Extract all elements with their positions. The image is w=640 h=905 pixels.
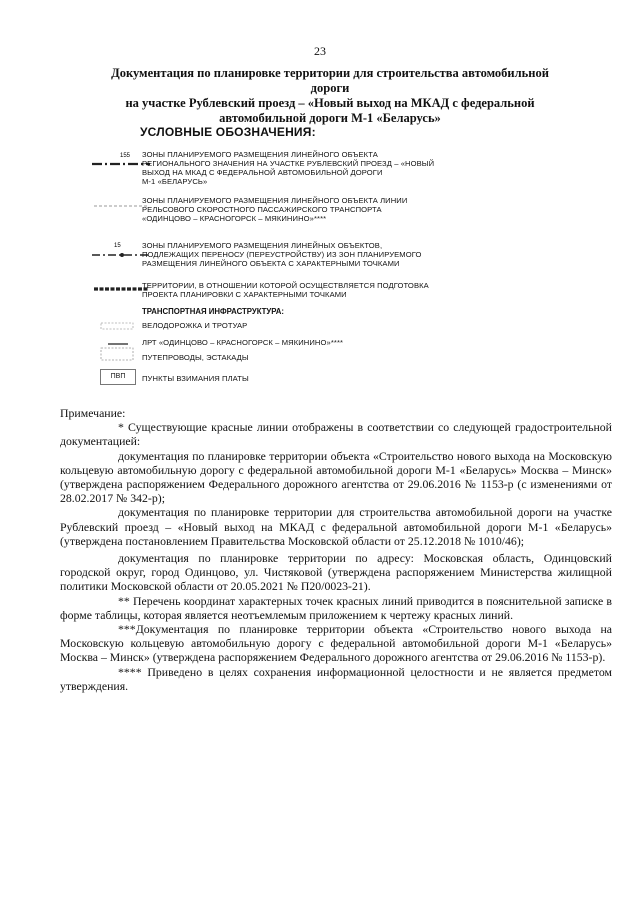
title-line: автомобильной дороги М-1 «Беларусь» — [219, 111, 441, 125]
legend-text-line: ЗОНЫ ПЛАНИРУЕМОГО РАЗМЕЩЕНИЯ ЛИНЕЙНОГО ОБЪЕКТА ЛИНИИ — [142, 196, 408, 205]
legend-text-line: РЕЛЬСОВОГО СКОРОСТНОГО ПАССАЖИРСКОГО ТРАНСПОРТА — [142, 205, 382, 214]
page-number: 23 — [314, 44, 326, 58]
note-paragraph: документация по планировке территории для строительства автомобильной дороги на участке Рублевский проезд – «Новый выход на МКАД с федеральной автомобильной дороги М-1 «Беларусь» (утверждена постановлением Правительства Московской области от 25.12.2018 № 1010/46); — [60, 505, 612, 548]
transport-label: ПУТЕПРОВОДЫ, ЭСТАКАДЫ — [142, 353, 249, 362]
note-paragraph: документация по планировке территории по адресу: Московская область, Одинцовский городской округ, город Одинцово, ул. Чистяковой (утверждена распоряжением Министерства жилищной политики Московской области от 20.05.2021 № П20/0023-21). — [60, 551, 612, 594]
transport-heading: ТРАНСПОРТНАЯ ИНФРАСТРУКТУРА: — [142, 307, 285, 316]
legend-heading: УСЛОВНЫЕ ОБОЗНАЧЕНИЯ: — [140, 125, 316, 139]
legend-text-line: ЗОНЫ ПЛАНИРУЕМОГО РАЗМЕЩЕНИЯ ЛИНЕЙНОГО ОБЪЕКТА — [142, 150, 378, 159]
legend-text-line: ТЕРРИТОРИИ, В ОТНОШЕНИИ КОТОРОЙ ОСУЩЕСТВЛЯЕТСЯ ПОДГОТОВКА — [142, 281, 429, 290]
note-paragraph: ** Перечень координат характерных точек красных линий приводится в пояснительной записке в форме таблицы, которая является неотъемлемым приложением к чертежу красных линий. — [60, 593, 612, 622]
legend-text-line: РЕГИОНАЛЬНОГО ЗНАЧЕНИЯ НА УЧАСТКЕ РУБЛЕВСКИЙ ПРОЕЗД – «НОВЫЙ — [142, 159, 435, 168]
note-paragraph: * Существующие красные линии отображены в соответствии со следующей градостроительной документацией: — [60, 420, 612, 449]
title-line: на участке Рублевский проезд – «Новый выход на МКАД с федеральной — [125, 96, 535, 110]
document-title — [100, 66, 560, 126]
note-heading: Примечание: — [60, 406, 126, 420]
note-paragraph: документация по планировке территории объекта «Строительство нового выхода на Московскую кольцевую автомобильную дорогу с федеральной автомобильной дороги М-1 «Беларусь» Москва – Минск» (утверждена распоряжением Федерального дорожного агентства от 29.06.2016 № 1153-р (с изменениями от 28.02.2017 № 342-р); — [60, 448, 612, 506]
legend-number: 155 — [120, 153, 131, 159]
legend-item-label — [142, 281, 482, 299]
title-line: Документация по планировке территории для строительства автомобильной дороги — [111, 66, 549, 95]
legend-item-label — [142, 196, 482, 223]
legend-text-line: М-1 «БЕЛАРУСЬ» — [142, 177, 208, 186]
note-paragraph: ***Документация по планировке территории объекта «Строительство нового выхода на Московскую кольцевую автомобильную дорогу с федеральной автомобильной дороги М-1 «Беларусь» Москва – Минск» (утверждена распоряжением Федерального дорожного агентства от 29.06.2016 № 1153-р). — [60, 622, 612, 665]
legend-text-line: ПРОЕКТА ПЛАНИРОВКИ С ХАРАКТЕРНЫМИ ТОЧКАМИ — [142, 290, 347, 299]
legend-text-line: РАЗМЕЩЕНИЯ ЛИНЕЙНОГО ОБЪЕКТА С ХАРАКТЕРНЫМИ ТОЧКАМИ — [142, 259, 400, 268]
legend-item-label — [142, 150, 482, 186]
toll-point-symbol: ПВП — [100, 369, 136, 385]
lrt-symbol — [106, 336, 130, 346]
legend-number: 15 — [114, 243, 121, 249]
legend-text-line: ВЫХОД НА МКАД С ФЕДЕРАЛЬНОЙ АВТОМОБИЛЬНОЙ ДОРОГИ — [142, 168, 383, 177]
note-paragraph: **** Приведено в целях сохранения информационной целостности и не является предметом утверждения. — [60, 664, 612, 693]
legend-text-line: ПОДЛЕЖАЩИХ ПЕРЕНОСУ (ПЕРЕУСТРОЙСТВУ) ИЗ ЗОН ПЛАНИРУЕМОГО — [142, 250, 422, 259]
bike-path-symbol — [100, 318, 134, 328]
overpass-symbol — [100, 346, 134, 362]
legend-text-line: ЗОНЫ ПЛАНИРУЕМОГО РАЗМЕЩЕНИЯ ЛИНЕЙНЫХ ОБЪЕКТОВ, — [142, 241, 383, 250]
legend-text-line: «ОДИНЦОВО – КРАСНОГОРСК – МЯКИНИНО»**** — [142, 214, 327, 223]
notes-section — [60, 406, 612, 693]
transport-label: ЛРТ «ОДИНЦОВО – КРАСНОГОРСК – МЯКИНИНО»**** — [142, 338, 344, 347]
transport-label: ВЕЛОДОРОЖКА И ТРОТУАР — [142, 321, 248, 330]
transport-label: ПУНКТЫ ВЗИМАНИЯ ПЛАТЫ — [142, 374, 249, 383]
legend-item-label — [142, 241, 482, 268]
